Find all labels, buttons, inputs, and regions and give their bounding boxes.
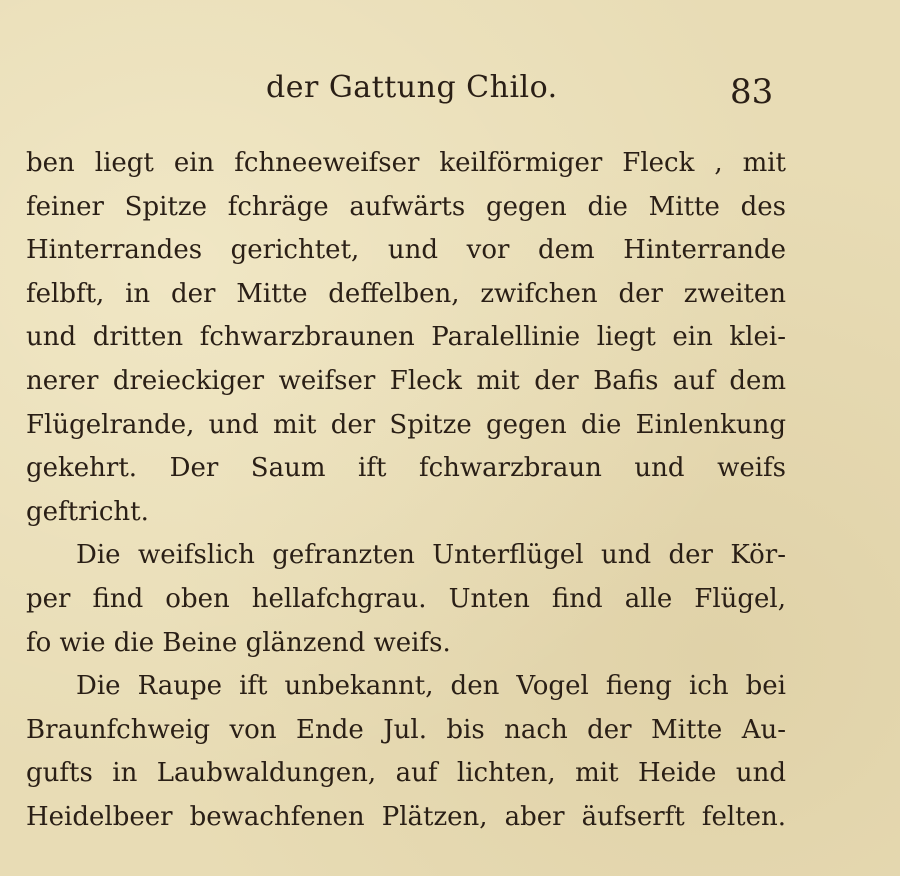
- text-line: gufts in Laubwaldungen, auf lichten, mit Heide und: [26, 758, 786, 789]
- text-line: Die weifslich gefranzten Unterflügel und der Kör-: [76, 540, 786, 571]
- text-line: geftricht.: [26, 496, 149, 527]
- text-line: felbft, in der Mitte deffelben, zwifchen der zweiten: [26, 278, 786, 309]
- text-line: per find oben hellafchgrau. Unten find alle Flügel,: [26, 583, 786, 614]
- text-line: Braunfchweig von Ende Jul. bis nach der Mitte Au-: [26, 714, 786, 745]
- text-line: Hinterrandes gerichtet, und vor dem Hinterrande: [26, 235, 786, 266]
- body-text: [26, 142, 786, 840]
- running-title: der Gattung Chilo.: [266, 70, 558, 105]
- text-line: ben liegt ein fchneeweifser keilförmiger Fleck , mit: [26, 148, 786, 178]
- text-line: Flügelrande, und mit der Spitze gegen die Einlenkung: [26, 409, 786, 440]
- running-head: [0, 66, 900, 116]
- text-line: feiner Spitze fchräge aufwärts gegen die Mitte des: [26, 191, 786, 222]
- text-line: fo wie die Beine glänzend weifs.: [26, 627, 451, 658]
- text-line: Die Raupe ift unbekannt, den Vogel fieng ich bei: [76, 671, 786, 702]
- text-line: Heidelbeer bewachfenen Plätzen, aber äufserft felten.: [26, 801, 786, 832]
- text-line: gekehrt. Der Saum ift fchwarzbraun und weifs: [26, 453, 786, 484]
- page-number: 83: [730, 72, 774, 112]
- text-line: nerer dreieckiger weifser Fleck mit der Bafis auf dem: [26, 365, 786, 396]
- text-line: und dritten fchwarzbraunen Paralellinie liegt ein klei-: [26, 322, 786, 353]
